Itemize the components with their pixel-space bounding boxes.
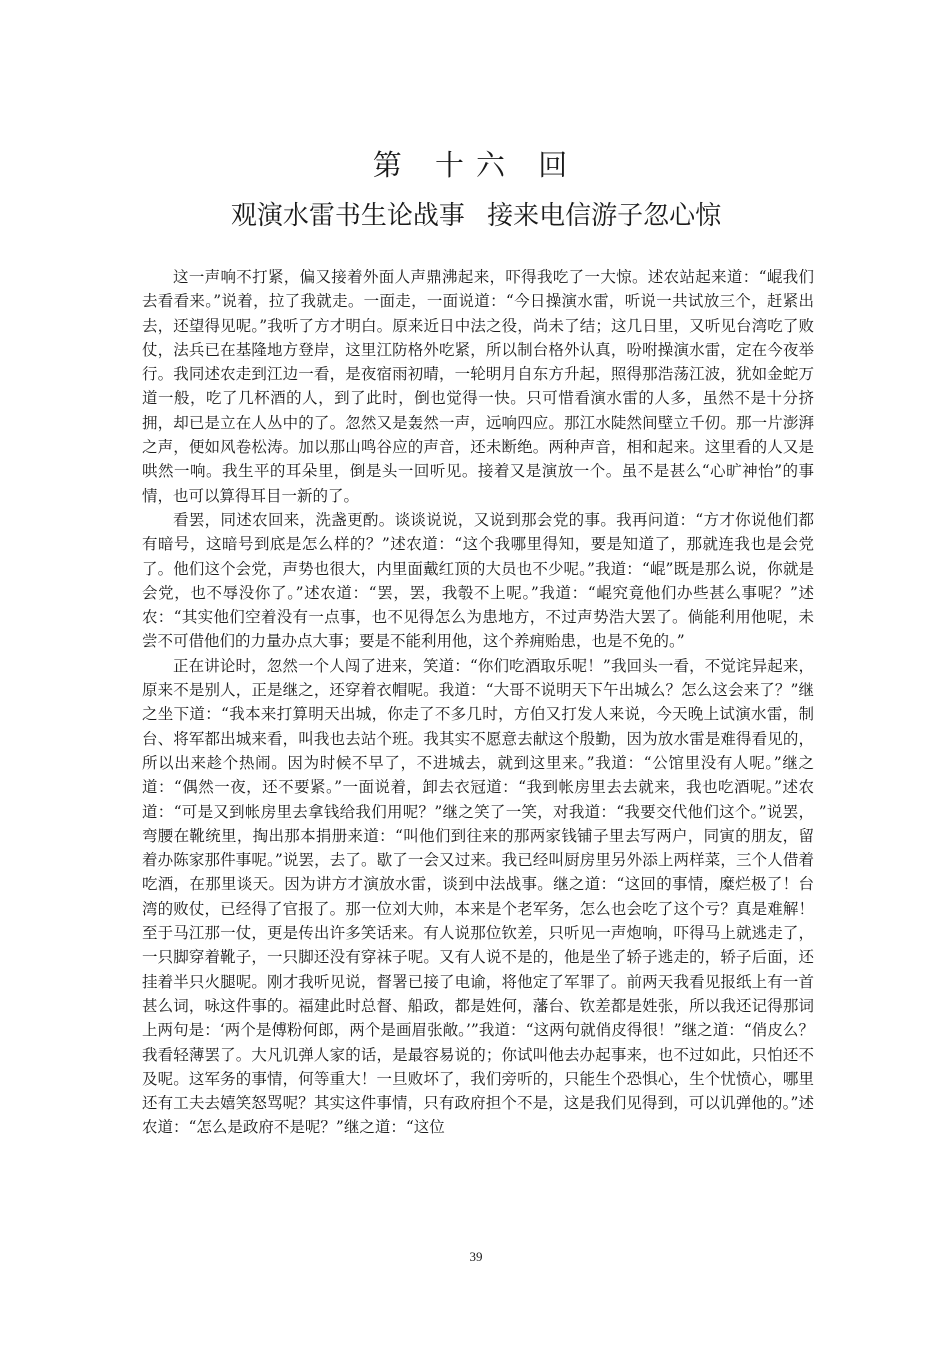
body-text [142,265,814,1140]
page-number: 39 [469,1249,483,1264]
chapter-title: 观演水雷书生论战事 接来电信游子忽心惊 [230,201,722,231]
paragraph: 正在讲论时，忽然一个人闯了进来，笑道：“你们吃酒取乐呢！”我回头一看，不觉诧异起来，原来不是别人，正是继之，还穿着衣帽呢。我道：“大哥不说明天下午出城么？怎么这会来了？”继之坐下道：“我本来打算明天出城，你走了不多几时，方伯又打发人来说，今天晚上试演水雷，制台、将军都出城来看，叫我也去站个班。我其实不愿意去献这个殷勤，因为放水雷是难得看见的，所以出来趁个热闹。因为时候不早了，不进城去，就到这里来。”我道：“公馆里没有人呢。”继之道：“偶然一夜，还不要紧。”一面说着，卸去衣冠道：“我到帐房里去去就来，我也吃酒呢。”述农道：“可是又到帐房里去拿钱给我们用呢？”继之笑了一笑，对我道：“我要交代他们这个。”说罢，弯腰在靴统里，掏出那本捐册来道：“叫他们到往来的那两家钱铺子里去写两户，同寅的朋友，留着办陈家那件事呢。”说罢，去了。歇了一会又过来。我已经叫厨房里另外添上两样菜，三个人借着吃酒，在那里谈天。因为讲方才演放水雷，谈到中法战事。继之道：“这回的事情，糜烂极了！台湾的败仗，已经得了官报了。那一位刘大帅，本来是个老军务，怎么也会吃了这个亏？真是难解！至于马江那一仗，更是传出许多笑话来。有人说那位钦差，只听见一声炮响，吓得马上就逃走了，一只脚穿着靴子，一只脚还没有穿袜子呢。又有人说不是的，他是坐了轿子逃走的，轿子后面，还挂着半只火腿呢。刚才我听见说，督署已接了电谕，将他定了军罪了。前两天我看见报纸上有一首甚么词，咏这件事的。福建此时总督、船政，都是姓何，藩台、钦差都是姓张，所以我还记得那词上两句是：‘两个是傅粉何郎，两个是画眉张敞。’”我道：“这两句就俏皮得很！”继之道：“俏皮么？我看轻薄罢了。大凡讥弹人家的话，是最容易说的；你试叫他去办起事来，也不过如此，只怕还不及呢。这军务的事情，何等重大！一旦败坏了，我们旁听的，只能生个恐惧心，生个忧愤心，哪里还有工夫去嬉笑怒骂呢？其实这件事情，只有政府担个不是，这是我们见得到，可以讥弹他的。”述农道：“怎么是政府不是呢？”继之道：“这位 [142,656,814,1137]
paragraph: 这一声响不打紧，偏又接着外面人声鼎沸起来，吓得我吃了一大惊。述农站起来道：“崐我们去看看来。”说着，拉了我就走。一面走，一面说道：“今日操演水雷，听说一共试放三个，赶紧出去，还望得见呢。”我听了方才明白。原来近日中法之役，尚未了结；这几日里，又听见台湾吃了败仗，法兵已在基隆地方登岸，这里江防格外吃紧，所以制台格外认真，吩咐操演水雷，定在今夜举行。我同述农走到江边一看，是夜宿雨初晴，一轮明月自东方升起，照得那浩荡江波，犹如金蛇万道一般，吃了几杯酒的人，到了此时，倒也觉得一快。只可惜看演水雷的人多，虽然不是十分挤拥，却已是立在人丛中的了。忽然又是轰然一声，远响四应。那江水陡然间壁立千仞。那一片澎湃之声，便如风卷松涛。加以那山鸣谷应的声音，还未断绝。两种声音，相和起来。这里看的人又是哄然一响。我生平的耳朵里，倒是头一回听见。接着又是演放一个。虽不是甚么“心旷神怡”的事情，也可以算得耳目一新的了。 [142,268,814,505]
paragraph: 看罢，同述农回来，洗盏更酌。谈谈说说，又说到那会党的事。我再问道：“方才你说他们都有暗号，这暗号到底是怎么样的？”述农道：“这个我哪里得知，要是知道了，那就连我也是会党了。他们这个会党，声势也很大，内里面戴红顶的大员也不少呢。”我道：“崐”既是那么说，你就是会党，也不辱没你了。”述农道：“罢，罢，我彀不上呢。”我道：“崐究竟他们办些甚么事呢？”述农：“其实他们空着没有一点事，也不见得怎么为患地方，不过声势浩大罢了。倘能利用他呢，未尝不可借他们的力量办点大事；要是不能利用他，这个养痈贻患，也是不免的。” [142,510,814,651]
chapter-number: 第 十六 回 [372,148,580,182]
